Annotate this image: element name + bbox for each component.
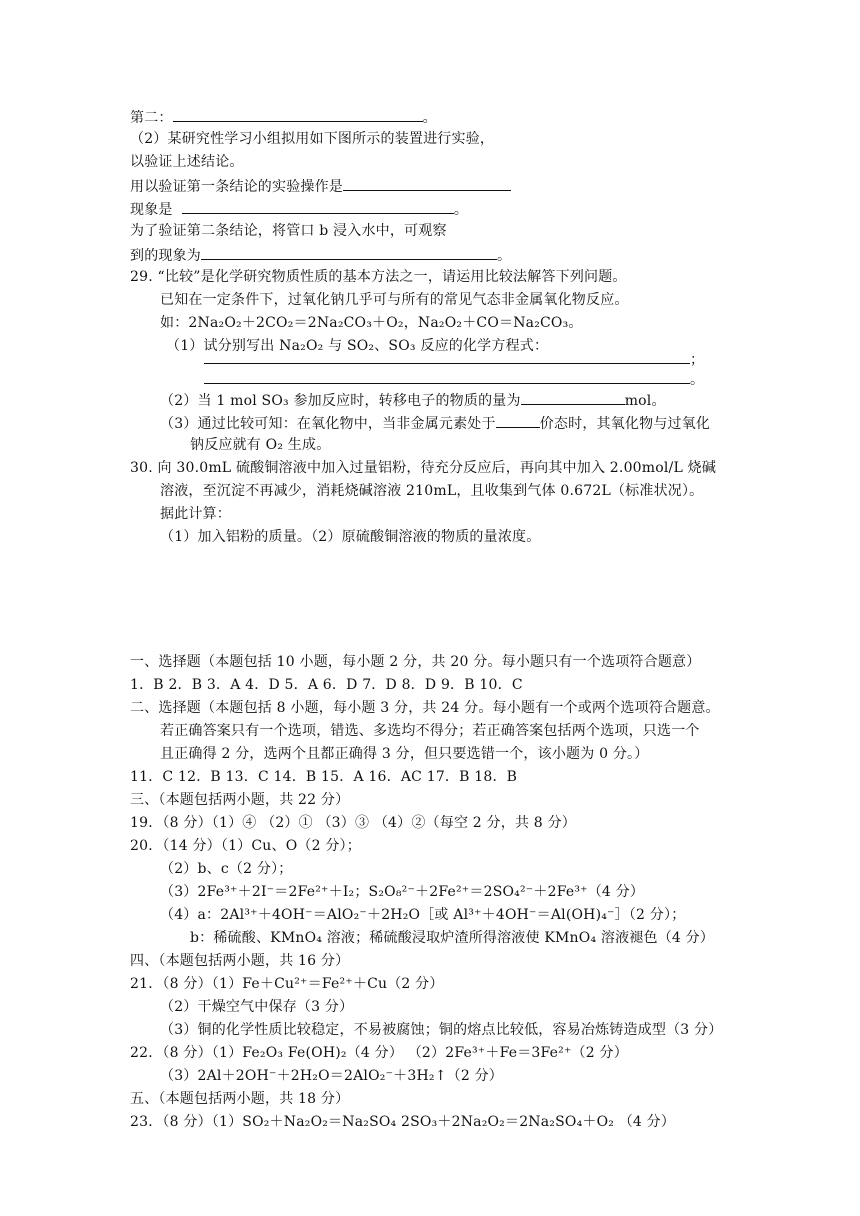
text-line: 且正确得 2 分，选两个且都正确得 3 分，但只要选错一个，该小题为 0 分。） [160, 746, 649, 762]
text-segment: （2）当 1 mol SO₃ 参加反应时，转移电子的物质的量为 [160, 393, 521, 409]
answer-row: （2）b、c（2 分）； [160, 861, 293, 877]
answer-blank [204, 368, 690, 384]
text-line: 钠反应就有 O₂ 生成。 [190, 437, 331, 453]
answer-blank [343, 175, 511, 191]
answer-blank [182, 198, 454, 214]
text-segment: 。 [422, 110, 437, 126]
answer-row: （3）铜的化学性质比较稳定，不易被腐蚀；铜的熔点比较低，容易冶炼铸造成型（3 分） [160, 1022, 723, 1038]
answer-row: 1．B 2．B 3．A 4．D 5．A 6．D 7．D 8．D 9．B 10．C [130, 677, 523, 693]
text-line [204, 368, 704, 390]
text-line: 为了验证第二条结论，将管口 b 浸入水中，可观察 [130, 223, 447, 239]
equation-line: （3）2Al＋2OH⁻＋2H₂O＝2AlO₂⁻＋3H₂↑（2 分） [160, 1068, 503, 1084]
text-segment: 价态时，其氧化物与过氧化 [539, 416, 711, 432]
answer-row: 23．（8 分）（1）SO₂＋Na₂O₂＝Na₂SO₄ 2SO₃＋2Na₂O₂＝2Na₂SO₄＋O₂ （4 分） [130, 1114, 676, 1130]
answer-row: （2）干燥空气中保存（3 分） [160, 999, 354, 1015]
text-segment: 现象是 [130, 202, 173, 218]
text-segment: 。 [453, 202, 469, 218]
answer-blank [521, 389, 625, 405]
text-segment: 第二： [130, 110, 173, 126]
answer-row: 11．C 12．B 13．C 14．B 15．A 16．AC 17．B 18．B [130, 769, 518, 785]
answer-heading: 四、（本题包括两小题，共 16 分） [130, 953, 350, 969]
text-segment: （3）通过比较可知：在氧化物中，当非金属元素处于 [160, 416, 496, 432]
text-line: 溶液，至沉淀不再减少，消耗烧碱溶液 210mL，且收集到气体 0.672L（标准状况）。 [160, 483, 704, 499]
text-segment: 。 [497, 248, 512, 264]
text-line: b：稀硫酸、KMnO₄ 溶液；稀硫酸浸取炉渣所得溶液使 KMnO₄ 溶液褪色（4 分） [190, 930, 715, 946]
answer-row: 22．（8 分）（1）Fe₂O₃ Fe(OH)₂（4 分） （2）2Fe³⁺＋Fe＝3Fe²⁺（2 分） [130, 1045, 628, 1061]
text-line [204, 348, 704, 370]
text-segment: ； [690, 352, 705, 368]
answer-heading: 三、（本题包括两小题，共 22 分） [130, 792, 350, 808]
text-line: 以验证上述结论。 [130, 154, 244, 170]
answer-blank [173, 106, 423, 122]
text-line [130, 198, 468, 220]
question-29: 29. “比较”是化学研究物质性质的基本方法之一，请运用比较法解答下列问题。 [130, 269, 627, 285]
text-line [130, 175, 511, 197]
text-line [130, 106, 437, 128]
answer-heading: 一、选择题（本题包括 10 小题，每小题 2 分，共 20 分。每小题只有一个选项符合题意） [130, 654, 701, 670]
equation-line: （4）a：2Al³⁺＋4OH⁻＝AlO₂⁻＋2H₂O［或 Al³⁺＋4OH⁻＝Al(OH)₄⁻］（2 分）； [160, 907, 686, 923]
text-line: （1）试分别写出 Na₂O₂ 与 SO₂、SO₃ 反应的化学方程式： [166, 338, 549, 354]
answer-heading: 五、（本题包括两小题，共 18 分） [130, 1091, 350, 1107]
text-line: 若正确答案只有一个选项，错选、多选均不得分；若正确答案包括两个选项，只选一个 [160, 723, 700, 739]
text-segment: 用以验证第一条结论的实验操作是 [130, 179, 343, 195]
answer-blank [204, 348, 690, 364]
answer-row: 19．（8 分）（1）④ （2）① （3）③ （4）②（每空 2 分，共 8 分） [130, 815, 576, 831]
question-30: 30. 向 30.0mL 硫酸铜溶液中加入过量铝粉，待充分反应后，再向其中加入 2.00mol/L 烧碱 [130, 460, 717, 476]
text-segment: 到的现象为 [130, 248, 201, 264]
text-line: 据此计算： [160, 506, 231, 522]
answer-heading: 二、选择题（本题包括 8 小题，每小题 3 分，共 24 分。每小题有一个或两个选项符合题意。 [130, 700, 720, 716]
equation-line: （3）2Fe³⁺＋2I⁻＝2Fe²⁺＋I₂；S₂O₈²⁻＋2Fe²⁺＝2SO₄²⁻＋2Fe³⁺（4 分） [160, 884, 645, 900]
text-line [130, 244, 511, 266]
text-segment: 。 [690, 372, 705, 388]
answer-row: 21．（8 分）（1）Fe＋Cu²⁺＝Fe²⁺＋Cu（2 分） [130, 976, 444, 992]
text-line: （1）加入铝粉的质量。（2）原硫酸铜溶液的物质的量浓度。 [160, 529, 541, 545]
answer-row: 20．（14 分）（1）Cu、O（2 分）； [130, 838, 361, 854]
answer-blank [496, 412, 540, 428]
equation-line: 如：2Na₂O₂＋2CO₂＝2Na₂CO₃＋O₂，Na₂O₂＋CO＝Na₂CO₃。 [160, 315, 583, 331]
text-line: （2）某研究性学习小组拟用如下图所示的装置进行实验， [130, 131, 495, 147]
answer-blank [201, 244, 497, 260]
text-line: 已知在一定条件下，过氧化钠几乎可与所有的常见气态非金属氧化物反应。 [160, 292, 629, 308]
text-line [160, 389, 666, 411]
text-line [160, 412, 710, 434]
text-segment: mol。 [624, 393, 666, 409]
